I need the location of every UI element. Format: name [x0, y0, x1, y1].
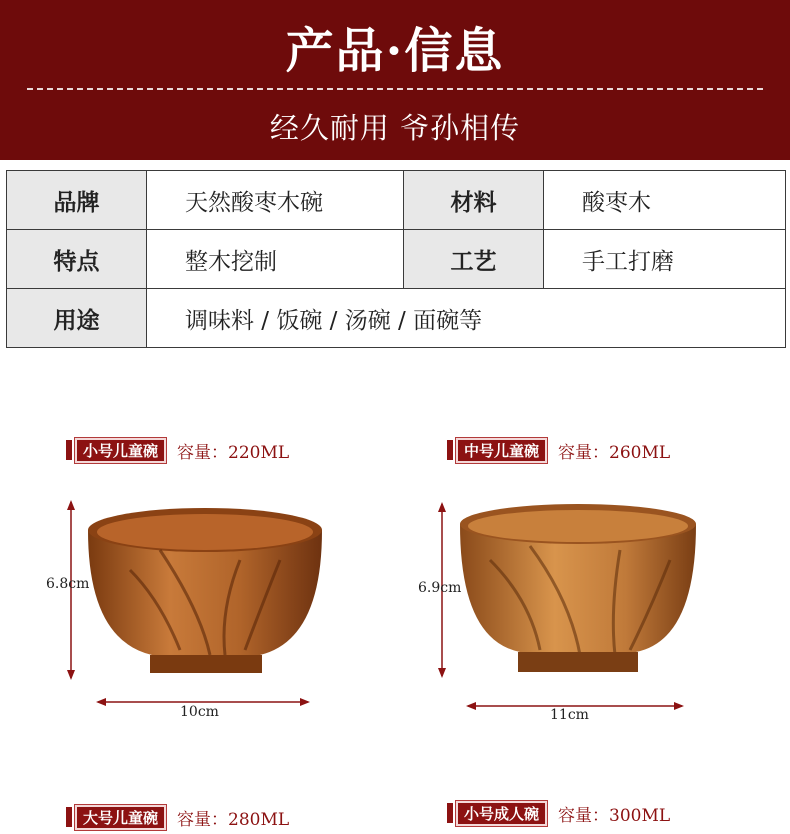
height-dimension: 6.9cm — [418, 580, 462, 596]
spec-key: 用途 — [7, 289, 147, 348]
page-title: 产品·信息 — [285, 23, 505, 79]
spec-key: 材料 — [404, 171, 544, 230]
tag-flag — [66, 807, 72, 827]
table-row — [7, 230, 786, 289]
spec-key: 特点 — [7, 230, 147, 289]
spec-value: 调味料 / 饭碗 / 汤碗 / 面碗等 — [147, 289, 786, 348]
spec-key: 工艺 — [404, 230, 544, 289]
size-tag — [66, 437, 289, 463]
spec-value: 手工打磨 — [544, 230, 786, 289]
tag-flag — [447, 440, 453, 460]
size-label: 小号成人碗 — [455, 800, 548, 827]
table-row — [7, 171, 786, 230]
page-subtitle: 经久耐用 爷孙相传 — [269, 111, 521, 145]
spec-key: 品牌 — [7, 171, 147, 230]
size-label: 小号儿童碗 — [74, 437, 167, 464]
size-tag — [447, 800, 670, 826]
divider — [27, 88, 763, 90]
bowl-image-small-child — [40, 490, 340, 720]
spec-value: 酸枣木 — [544, 171, 786, 230]
width-dimension: 11cm — [550, 707, 589, 723]
capacity-text: 容量：280ML — [177, 809, 290, 830]
size-label: 中号儿童碗 — [455, 437, 548, 464]
spec-value: 整木挖制 — [147, 230, 404, 289]
spec-value: 天然酸枣木碗 — [147, 171, 404, 230]
capacity-text: 容量：260ML — [558, 442, 671, 463]
height-dimension: 6.8cm — [46, 576, 90, 592]
capacity-text: 容量：300ML — [558, 805, 671, 826]
size-tag — [447, 437, 670, 463]
tag-flag — [66, 440, 72, 460]
tag-flag — [447, 803, 453, 823]
size-tag — [66, 804, 289, 830]
capacity-text: 容量：220ML — [177, 442, 290, 463]
size-label: 大号儿童碗 — [74, 804, 167, 831]
spec-table — [6, 170, 786, 348]
table-row — [7, 289, 786, 348]
width-dimension: 10cm — [180, 704, 219, 720]
header-banner — [0, 0, 790, 160]
bowl-image-medium-child — [420, 490, 720, 720]
